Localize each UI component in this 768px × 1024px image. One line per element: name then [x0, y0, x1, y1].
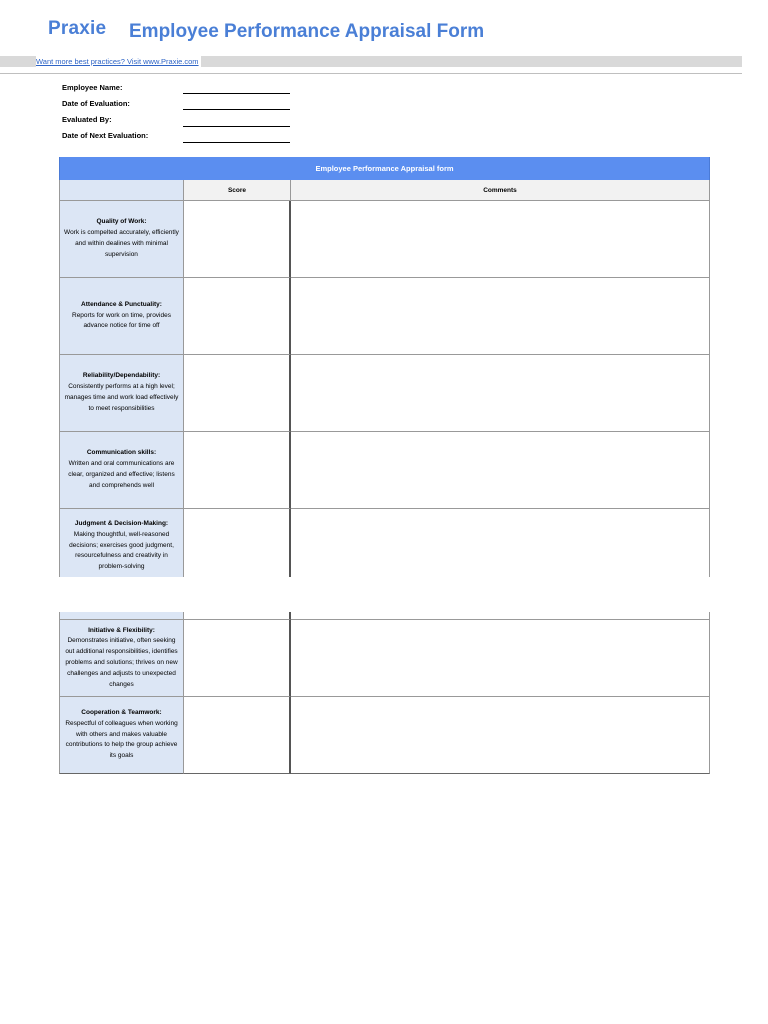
criteria-title: Reliability/Dependability: — [82, 372, 161, 380]
criteria-judgment-decision-making — [59, 509, 184, 577]
criteria-attendance-punctuality — [59, 278, 184, 355]
comments-cell-cooperation-teamwork[interactable] — [291, 697, 710, 774]
criteria-quality-of-work — [59, 201, 184, 278]
evaluated-by-field[interactable] — [183, 126, 290, 127]
comments-cell-communication-skills[interactable] — [291, 432, 710, 509]
comments-cell-judgment-decision-making[interactable] — [291, 509, 710, 577]
criteria-title: Judgment & Decision-Making: — [74, 520, 169, 527]
score-cell-communication-skills[interactable] — [184, 432, 291, 509]
criteria-description: Consistently performs at a high level; manages time and work load effectively to meet responsibilities — [64, 383, 179, 412]
page-title: Employee Performance Appraisal Form — [129, 21, 485, 42]
criteria-title: Initiative & Flexibility: — [88, 626, 155, 634]
score-cell-cooperation-teamwork[interactable] — [184, 697, 291, 774]
divider — [0, 73, 742, 74]
criteria-initiative-flexibility — [59, 620, 184, 697]
comments-column-header: Comments — [291, 180, 710, 201]
comments-cell-continuation[interactable] — [291, 612, 710, 620]
criteria-reliability-dependability — [59, 355, 184, 432]
score-column-header: Score — [184, 180, 291, 201]
date-of-next-evaluation-field[interactable] — [183, 142, 290, 143]
criteria-continuation — [59, 612, 184, 620]
criteria-title: Cooperation & Teamwork: — [81, 709, 162, 716]
score-cell-judgment-decision-making[interactable] — [184, 509, 291, 577]
page-break — [0, 577, 768, 612]
score-cell-reliability-dependability[interactable] — [184, 355, 291, 432]
criteria-description: Work is compelted accurately, efficiently and within dealines with minimal supervision — [64, 229, 179, 258]
praxie-link[interactable]: Want more best practices? Visit www.Praxie.com — [36, 57, 199, 66]
score-cell-initiative-flexibility[interactable] — [184, 620, 291, 697]
criteria-column-header — [59, 180, 184, 201]
comments-cell-reliability-dependability[interactable] — [291, 355, 710, 432]
date-of-evaluation-field[interactable] — [183, 109, 290, 110]
criteria-description: Respectful of colleagues when working with others and makes valuable contributions to help the group achieve its goals — [65, 719, 178, 760]
score-cell-attendance-punctuality[interactable] — [184, 278, 291, 355]
link-bar — [0, 56, 742, 67]
criteria-title: Quality of Work: — [96, 218, 147, 226]
criteria-cooperation-teamwork — [59, 697, 184, 774]
comments-cell-attendance-punctuality[interactable] — [291, 278, 710, 355]
criteria-description: Written and oral communications are clear, organized and effective; listens and comprehends well — [68, 460, 175, 489]
date-of-evaluation-label: Date of Evaluation: — [62, 99, 130, 108]
criteria-description: Reports for work on time, provides advance notice for time off — [72, 311, 171, 330]
criteria-title: Attendance & Punctuality: — [81, 300, 162, 308]
evaluated-by-label: Evaluated By: — [62, 115, 112, 124]
date-of-next-evaluation-label: Date of Next Evaluation: — [62, 131, 149, 140]
praxie-logo: Praxie — [48, 18, 107, 39]
employee-name-label: Employee Name: — [62, 83, 123, 92]
criteria-description: Demonstrates initiative, often seeking out additional responsibilities, identifies problems and solutions; thrives on new challenges and adjusts to unexpected changes — [65, 637, 178, 688]
criteria-title: Communication skills: — [86, 449, 157, 457]
employee-name-field[interactable] — [183, 93, 290, 94]
criteria-communication-skills — [59, 432, 184, 509]
score-cell-continuation[interactable] — [184, 612, 291, 620]
criteria-description: Making thoughtful, well-reasoned decisions; exercises good judgment, resourcefulness and creativity in problem-solving — [69, 530, 174, 571]
table-title: Employee Performance Appraisal form — [59, 157, 710, 180]
comments-cell-initiative-flexibility[interactable] — [291, 620, 710, 697]
score-cell-quality-of-work[interactable] — [184, 201, 291, 278]
comments-cell-quality-of-work[interactable] — [291, 201, 710, 278]
